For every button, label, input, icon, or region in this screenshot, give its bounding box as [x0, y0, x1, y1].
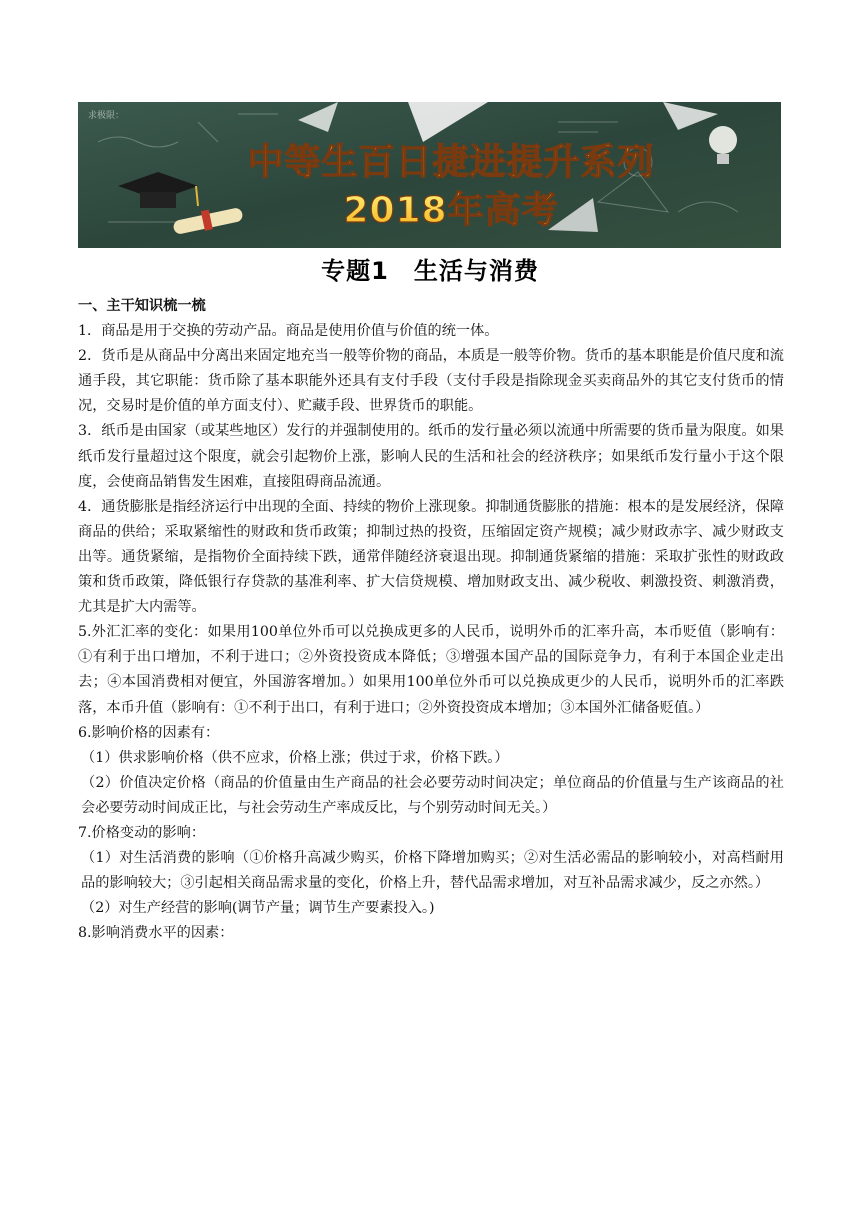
section-heading: 一、主干知识梳一梳	[78, 298, 206, 314]
paragraph-5: 5.外汇汇率的变化：如果用100单位外币可以兑换成更多的人民币，说明外币的汇率升高，本币贬值（影响有：①有利于出口增加，不利于进口；②外资投资成本降低；③增强本国产品的国际竞争力，有利于本国企业走出去；④本国消费相对便宜，外国游客增加。）如果用100单位外币可以兑换成更少的人民币，说明外币的汇率跌落，本币升值（影响有：①不利于出口，有利于进口；②外资投资成本增加；③本国外汇储备贬值。）	[78, 624, 784, 716]
paragraph-7-2: （2）对生产经营的影响(调节产量；调节生产要素投入。)	[81, 900, 435, 917]
paragraph-6-1: （1）供求影响价格（供不应求，价格上涨；供过于求，价格下跌。）	[81, 749, 509, 766]
banner-title-line2: 2018年高考	[343, 190, 559, 231]
paragraph-8: 8.影响消费水平的因素：	[78, 925, 234, 942]
paragraph-2: 2．货币是从商品中分离出来固定地充当一般等价物的商品，本质是一般等价物。货币的基本职能是价值尺度和流通手段，其它职能：货币除了基本职能外还具有支付手段（支付手段是指除现金买卖商品外的其它支付货币的情况，交易时是价值的单方面支付）、贮藏手段、世界货币的职能。	[78, 348, 784, 415]
chalkboard-illustration	[78, 102, 781, 248]
paragraph-3: 3．纸币是由国家（或某些地区）发行的并强制使用的。纸币的发行量必须以流通中所需要的货币量为限度。如果纸币发行量超过这个限度，就会引起物价上涨，影响人民的生活和社会的经济秩序；如果纸币发行量小于这个限度，会使商品销售发生困难，直接阻碍商品流通。	[78, 423, 784, 490]
paragraph-4: 4．通货膨胀是指经济运行中出现的全面、持续的物价上涨现象。抑制通货膨胀的措施：根本的是发展经济，保障商品的供给；采取紧缩性的财政和货币政策；抑制过热的投资，压缩固定资产规模；减少财政赤字、减少财政支出等。通货紧缩，是指物价全面持续下跌，通常伴随经济衰退出现。抑制通货紧缩的措施：采取扩张性的财政政策和货币政策，降低银行存贷款的基准利率、扩大信贷规模、增加财政支出、减少税收、刺激投资、刺激消费，尤其是扩大内需等。	[78, 498, 784, 616]
banner-title-line1: 中等生百日捷进提升系列	[247, 142, 655, 183]
topic-title: 专题1 生活与消费	[321, 257, 539, 285]
header-banner	[78, 102, 781, 248]
paragraph-6-2: （2）价值决定价格（商品的价值量由生产商品的社会必要劳动时间决定；单位商品的价值量与生产该商品的社会必要劳动时间成正比，与社会劳动生产率成反比，与个别劳动时间无关。）	[81, 774, 784, 816]
document-body	[78, 294, 784, 946]
paragraph-6: 6.影响价格的因素有：	[78, 724, 220, 741]
paragraph-7: 7.价格变动的影响：	[78, 824, 206, 841]
chalk-label: 求极限：	[88, 111, 125, 121]
paragraph-7-1: （1）对生活消费的影响（①价格升高减少购买，价格下降增加购买；②对生活必需品的影响较小，对高档耐用品的影响较大；③引起相关商品需求量的变化，价格上升，替代品需求增加，对互补品需求减少，反之亦然。）	[81, 850, 784, 892]
paragraph-1: 1．商品是用于交换的劳动产品。商品是使用价值与价值的统一体。	[78, 323, 499, 340]
